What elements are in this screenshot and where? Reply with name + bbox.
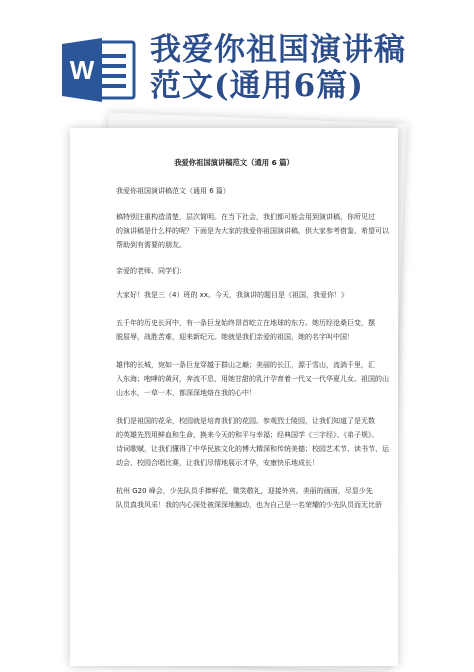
paragraph-5-line-2: 的英雄先烈用鲜血和生命，换来今天的和平与幸福；经典国学《三字经》、《弟子规》、 bbox=[116, 431, 379, 439]
page-title-line-1: 我爱你祖国演讲稿 bbox=[150, 32, 406, 68]
paragraph-5-line-4: 动会、校园合唱比赛，让我们尽情地展示才华，安康快乐地成长！ bbox=[116, 459, 319, 467]
paragraph-4-line-2: 入东海；咆哮的黄河，奔流不息，用她甘甜的乳汁孕育着一代又一代华夏儿女。祖国的山 bbox=[116, 375, 389, 383]
intro-line: 我爱你祖国演讲稿范文（通用 6 篇） bbox=[116, 187, 230, 195]
page-header bbox=[0, 0, 474, 112]
paragraph-1-line-2: 的演讲稿是什么样的呢？下面是为大家的我爱你祖国演讲稿，供大家参考借鉴，希望可以 bbox=[116, 227, 389, 235]
document-page bbox=[70, 128, 398, 666]
paragraph-5-line-3: 诗词歌赋，让我们懂得了中华民族文化的博大精深和传统美德；校园艺术节、读书节、运 bbox=[116, 445, 389, 453]
paragraph-5-line-1: 我们是祖国的花朵，校园就是培育我们的花园。参观烈士陵园，让我们知道了是无数 bbox=[116, 417, 375, 425]
word-icon-letter: W bbox=[69, 55, 95, 85]
paragraph-6-line-2: 队员真我风采！我的内心深处被深深地触动，也为自己是一名荣耀的少先队员而无比骄 bbox=[116, 501, 382, 509]
paragraph-2-line-1: 大家好！我是三（4）班的 xx。今天，我演讲的题目是《祖国，我爱你！》 bbox=[116, 291, 348, 299]
document-title: 我爱你祖国演讲稿范文（通用 6 篇） bbox=[174, 158, 294, 167]
greeting-line: 亲爱的老师、同学们： bbox=[116, 267, 186, 275]
paragraph-4-line-3: 山水水，一草一木，都深深地烙在我的心中！ bbox=[116, 389, 256, 397]
paragraph-4-line-1: 雄伟的长城，宛如一条巨龙穿越于群山之巅；美丽的长江，源于雪山，流淌千里，汇 bbox=[116, 361, 375, 369]
word-document-icon bbox=[58, 34, 140, 106]
paragraph-3-line-2: 脱屈辱，战胜苦难，迎来新纪元。她就是我们亲爱的祖国，她的名字叫中国！ bbox=[116, 333, 354, 341]
paragraph-1-line-3: 帮助到有需要的朋友。 bbox=[116, 241, 186, 249]
paragraph-1-line-1: 稿特别注重构造清楚，层次简明。在当下社会，我们都可能会用到演讲稿，你所见过 bbox=[116, 213, 375, 221]
paragraph-6-line-1: 杭州 G20 峰会，少先队员手捧鲜花，微笑敬礼，迎接外宾。美丽的画面，尽显少先 bbox=[116, 487, 373, 495]
paragraph-3-line-1: 五千年的历史长河中，有一条巨龙始终昂首屹立在地球的东方。她历经沧桑巨变，摆 bbox=[116, 319, 375, 327]
page-title-line-2: 范文(通用6篇) bbox=[150, 68, 364, 104]
